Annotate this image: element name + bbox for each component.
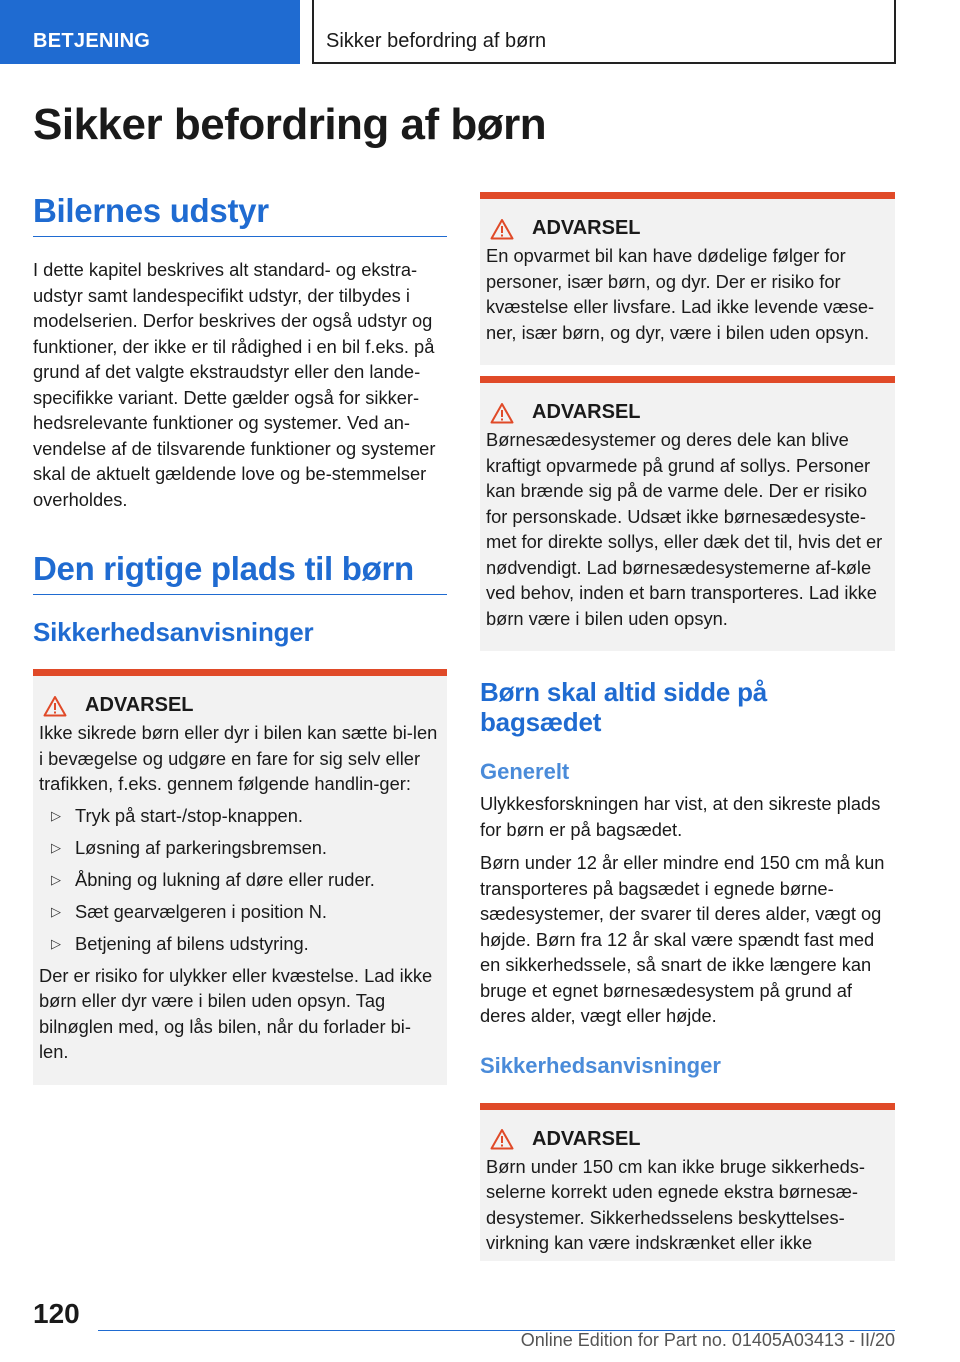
triangle-bullet-icon: ▷ [51,807,61,823]
header-section-label: BETJENING [0,0,300,64]
triangle-bullet-icon: ▷ [51,871,61,887]
right-column [480,192,895,1261]
warning-header [39,694,439,717]
page-title: Sikker befordring af børn [33,100,547,149]
warning-intro: Ikke sikrede børn eller dyr i bilen kan sætte bi-len i bevægelse og udgøre en fare for sig selv eller trafikken, f.eks. gennem følgende handlin-ger: [39,722,438,794]
heading-equipment: Bilernes udstyr [33,192,447,237]
list-item: ▷ Løsning af parkeringsbremsen. [39,835,439,861]
warning-triangle-icon [490,1128,514,1150]
warning-label: ADVARSEL [85,694,194,716]
paragraph-general-2: Børn under 12 år eller mindre end 150 cm må kun transporteres på bagsædet i egnede børne-sædesystemer, der svarer til deres alder, vægt og højde. Børn fra 12 år skal være spændt fast med en sikkerhedssele, så snart de ikke længere kan bruge et egnet børnesædesystem på grund af deres alder, vægt eller højde. [480,852,885,1026]
heading-right-place: Den rigtige plads til børn [33,550,447,595]
warning-text: En opvarmet bil kan have dødelige følger for personer, især børn, og dyr. Der er risiko for kvæstelse eller livsfare. Lad ikke levende væse-ner, især børn, og dyr, være i bilen uden opsyn. [486,245,875,343]
paragraph-equipment: I dette kapitel beskrives alt standard- og ekstra-udstyr samt landespecifikt udstyr, der tilbydes i modelserien. Derfor beskrives der også udstyr og funktioner, der ikke er til rådighed i en bil f.eks. på grund af det valgte ekstraudstyr eller den lande-specifikke variant. Dette gælder også for sikker-hedsrelevante funktioner og systemer. Ved an-vendelse af de tilsvarende funktioner og systemer skal de aktuelt gældende love og be-stemmelser overholdes. [33,259,436,510]
page-number: 120 [33,1298,80,1329]
warning-text: Børn under 150 cm kan ikke bruge sikkerheds-selerne korrekt uden egnede ekstra børnesæ-desystemer. Sikkerhedsselens beskyttelses-virkning kan være indskrænket eller ikke [486,1155,866,1253]
triangle-bullet-icon: ▷ [51,935,61,951]
warning-triangle-icon [43,695,67,717]
footer-edition: Online Edition for Part no. 01405A03413 - II/20 [520,1330,895,1350]
list-item: ▷ Betjening af bilens udstyring. [39,931,439,957]
heading-backseat: Børn skal altid sidde på bagsædet [480,677,768,737]
warning-box-unsecured-children [33,669,447,1085]
warning-label: ADVARSEL [532,1127,641,1150]
heading-general: Generelt [480,759,570,784]
warning-label: ADVARSEL [532,217,641,239]
header-chapter-label: Sikker befordring af børn [312,0,896,64]
warning-outro: Der er risiko for ulykker eller kvæstelse. Lad ikke børn eller dyr være i bilen uden opsyn. Tag bilnøglen med, og lås bilen, når du forlader bi-len. [39,964,433,1062]
heading-safety-right: Sikkerhedsanvisninger [480,1052,721,1078]
warning-box-seatbelt [480,1103,895,1261]
warning-header [486,217,887,240]
list-item: ▷ Tryk på start-/stop-knappen. [39,803,439,829]
warning-bullet-list [39,803,439,957]
triangle-bullet-icon: ▷ [51,903,61,919]
left-column [33,190,447,1085]
warning-box-heated-car [480,192,895,365]
warning-box-child-seat-heat [480,376,895,651]
list-item: ▷ Åbning og lukning af døre eller ruder. [39,867,439,893]
warning-text: Børnesædesystemer og deres dele kan blive kraftigt opvarmede på grund af sollys. Personer kan brænde sig på de varme dele. Der er risiko for personskade. Udsæt ikke børnesædesyste-met for direkte sollys, eller dæk det til, hvis det er nødvendigt. Lad børnesædesystemerne af-køle ved behov, inden et barn transporteres. Lad ikke børn være i bilen uden opsyn. [486,429,883,629]
warning-triangle-icon [490,402,514,424]
warning-header [486,401,887,424]
heading-safety-left: Sikkerhedsanvisninger [33,617,314,647]
warning-header [486,1128,887,1151]
triangle-bullet-icon: ▷ [51,839,61,855]
warning-label: ADVARSEL [532,401,641,423]
list-item: ▷ Sæt gearvælgeren i position N. [39,899,439,925]
paragraph-general-1: Ulykkesforskningen har vist, at den sikreste plads for børn er på bagsædet. [480,793,881,840]
warning-triangle-icon [490,218,514,240]
